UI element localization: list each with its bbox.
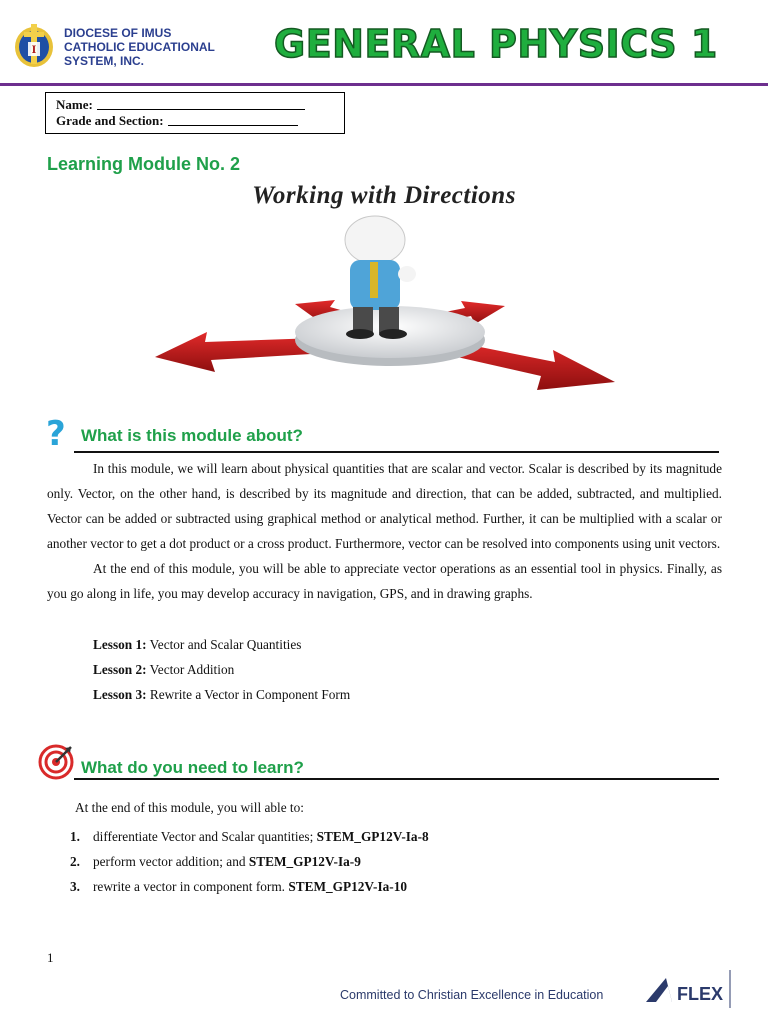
document-title: GENERAL PHYSICS 1 [274,22,718,66]
diocese-logo [12,20,56,70]
lesson-item [93,682,350,707]
org-name-line-2: CATHOLIC EDUCATIONAL [64,40,215,54]
name-field[interactable] [97,97,305,110]
lesson-item [93,632,301,657]
objective-number: 1. [70,829,80,844]
objective-number: 2. [70,854,80,869]
lesson-item [93,657,234,682]
competency-code: STEM_GP12V-Ia-10 [288,879,408,894]
objective-item [70,879,407,895]
objective-text: differentiate Vector and Scalar quantities; STEM_GP12V-Ia-8 [93,829,429,844]
module-description [47,456,722,606]
flex-logo [642,970,734,1008]
target-icon [38,744,74,780]
module-number: Learning Module No. 2 [47,154,241,174]
lesson-title: Vector and Scalar Quantities [146,637,302,652]
org-name-line-1: DIOCESE OF IMUS [64,26,172,40]
svg-text:I: I [31,45,37,56]
lesson-label: Lesson 1: [93,637,147,652]
student-info-box [45,92,345,134]
grade-section-label: Grade and Section: [56,113,164,128]
section-divider-about [74,451,719,453]
paragraph-2: At the end of this module, you will be able to appreciate vector operations as an essential tool in physics. Finally, as you go along in life, you may develop accuracy in navigation, GPS, and in drawing graphs. [47,561,722,601]
competency-code: STEM_GP12V-Ia-9 [248,854,361,869]
section-divider-learn [74,778,719,780]
header-divider [0,83,768,86]
org-name-line-3: SYSTEM, INC. [64,54,145,68]
objective-item [70,854,361,870]
flex-logo-text: FLEX [676,984,724,1004]
footer-tagline: Committed to Christian Excellence in Education [340,988,604,1002]
objective-text: rewrite a vector in component form. STEM_GP12V-Ia-10 [93,879,408,894]
objective-item [70,829,429,845]
module-subtitle: Working with Directions [252,182,516,209]
grade-line [56,113,344,129]
name-label: Name: [56,97,93,112]
name-line [56,97,344,113]
lesson-label: Lesson 3: [93,687,147,702]
section-heading-about: What is this module about? [81,426,303,445]
directions-illustration [145,212,635,404]
section-heading-learn: What do you need to learn? [81,758,304,777]
question-mark-icon: ? [46,414,66,454]
lesson-title: Rewrite a Vector in Component Form [146,687,351,702]
grade-section-field[interactable] [168,113,298,126]
organization-name [64,26,244,68]
objective-text: perform vector addition; and STEM_GP12V-Ia-9 [93,854,361,869]
objective-number: 3. [70,879,80,894]
lesson-label: Lesson 2: [93,662,147,677]
paragraph-1: In this module, we will learn about physical quantities that are scalar and vector. Scalar is described by its magnitude only. Vector, on the other hand, is described by its magnitude and direction, that can be added, subtracted, and multiplied. Vector can be added or subtracted using graphical method or analytical method. Further, it can be multiplied with a scalar or another vector to get a dot product or a cross product. Furthermore, vector can be resolved into components using unit vectors. [47,461,722,551]
page-number: 1 [47,950,54,965]
competency-code: STEM_GP12V-Ia-8 [316,829,429,844]
lesson-title: Vector Addition [146,662,235,677]
objectives-intro: At the end of this module, you will able to: [75,800,304,815]
